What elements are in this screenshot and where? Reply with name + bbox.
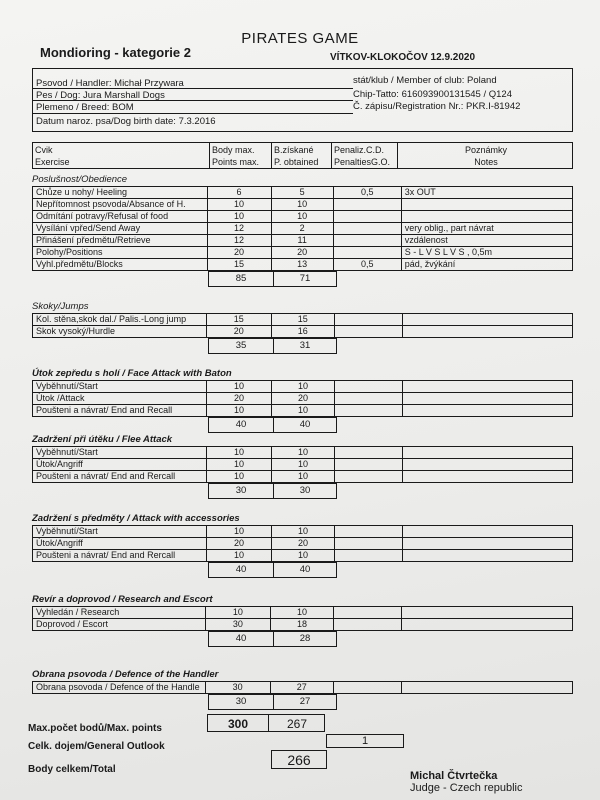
penalty-cell: [335, 381, 403, 393]
event-place-date: VÍTKOV-KLOKOČOV 12.9.2020: [330, 52, 476, 63]
header-exercise: Cvik Exercise: [35, 145, 70, 167]
header-max: Body max. Points max.: [209, 143, 271, 168]
section-total: [208, 417, 337, 433]
section-title: Poslušnost/Obedience: [32, 174, 128, 185]
birth-date-field: Datum naroz. psa/Dog birth date: 7.3.2016: [36, 116, 216, 127]
exercise-cell: Poušteni a návrat/ End and Rercall: [33, 550, 207, 562]
obtained-cell: 10: [271, 199, 333, 211]
max-cell: 10: [205, 607, 270, 619]
header-obtained: B.získané P. obtained: [271, 143, 331, 168]
max-cell: 15: [206, 314, 271, 326]
general-outlook-box: [326, 734, 404, 748]
total-max-cell: 30: [209, 695, 274, 710]
table-row: [33, 459, 573, 471]
total-max-cell: 35: [209, 339, 274, 354]
section-title: Revír a doprovod / Research and Escort: [32, 594, 213, 605]
exercise-cell: Vysílání vpřed/Send Away: [33, 223, 208, 235]
total-obtained-cell: 28: [274, 632, 337, 647]
table-row: [33, 619, 573, 631]
obtained-cell: 10: [271, 211, 333, 223]
max-cell: 20: [206, 326, 271, 338]
exercise-cell: Chůze u nohy/ Heeling: [33, 187, 208, 199]
total-max-cell: 40: [209, 563, 274, 578]
obtained-cell: 15: [271, 314, 334, 326]
note-cell: pád, žvýkání: [401, 259, 572, 271]
total-obtained-cell: 71: [274, 272, 337, 287]
exercise-cell: Útok/Angriff: [33, 459, 207, 471]
table-row: [33, 607, 573, 619]
exercise-cell: Odmítání potravy/Refusal of food: [33, 211, 208, 223]
table-row: [33, 682, 573, 694]
table-row: [33, 199, 573, 211]
section-title: Zadržení s předměty / Attack with accessories: [32, 513, 240, 524]
table-row: [33, 405, 573, 417]
max-cell: 12: [207, 223, 271, 235]
max-cell: 10: [207, 526, 272, 538]
obtained-cell: 10: [271, 447, 334, 459]
penalty-cell: 0,5: [333, 187, 401, 199]
total-max-cell: 40: [209, 418, 274, 433]
table-row: [33, 550, 573, 562]
section-table: [32, 380, 573, 417]
obtained-cell: 10: [271, 381, 334, 393]
registration-field: Č. zápisu/Registration Nr.: PKR.I-81942: [353, 101, 521, 112]
penalty-cell: [335, 471, 403, 483]
table-row: [33, 187, 573, 199]
max-cell: 12: [207, 235, 271, 247]
obtained-cell: 20: [271, 393, 334, 405]
total-label: Body celkem/Total: [28, 764, 116, 775]
section-total: [208, 631, 337, 647]
max-points-label: Max.počet bodů/Max. points: [28, 723, 162, 734]
note-cell: 3x OUT: [401, 187, 572, 199]
section-total: [208, 338, 337, 354]
total-obtained-cell: 30: [274, 484, 337, 499]
exercise-cell: Poušteni a návrat/ End and Rercall: [33, 471, 207, 483]
general-outlook-label: Celk. dojem/General Outlook: [28, 741, 165, 752]
max-cell: 10: [207, 550, 272, 562]
section-table: [32, 186, 573, 271]
exercise-cell: Doprovod / Escort: [33, 619, 206, 631]
table-row: [33, 211, 573, 223]
info-divider: [33, 113, 353, 114]
table-row: [33, 381, 573, 393]
obtained-cell: 10: [271, 471, 334, 483]
exercise-cell: Vyhledán / Research: [33, 607, 206, 619]
section-total: [208, 694, 337, 710]
obtained-cell: 10: [270, 607, 333, 619]
total-max-cell: 40: [209, 632, 274, 647]
obtained-cell: 13: [271, 259, 333, 271]
total-max-cell: 85: [209, 272, 274, 287]
note-cell: S - L V S L V S , 0,5m: [401, 247, 572, 259]
note-cell: [402, 607, 573, 619]
penalty-cell: [335, 459, 403, 471]
penalty-cell: [335, 538, 403, 550]
total-obtained-cell: 40: [274, 563, 337, 578]
note-cell: [402, 459, 572, 471]
judge-role: Judge - Czech republic: [410, 782, 523, 794]
penalty-cell: [335, 526, 403, 538]
penalty-cell: [333, 211, 401, 223]
max-cell: 6: [207, 187, 271, 199]
exercise-cell: Vyběhnutí/Start: [33, 381, 207, 393]
max-cell: 10: [207, 459, 272, 471]
document-title: PIRATES GAME: [241, 30, 359, 47]
exercise-cell: Obrana psovoda / Defence of the Handle: [33, 682, 206, 694]
max-points-value: 300: [227, 717, 249, 731]
penalty-cell: [333, 235, 401, 247]
total-max-cell: 30: [209, 484, 274, 499]
penalty-cell: [333, 682, 401, 694]
penalty-cell: [335, 393, 403, 405]
max-cell: 10: [207, 471, 272, 483]
obtained-cell: 27: [270, 682, 333, 694]
total-obtained-cell: 40: [274, 418, 337, 433]
section-table: [32, 446, 573, 483]
note-cell: [402, 550, 572, 562]
exercise-cell: Útok/Angriff: [33, 538, 207, 550]
exercise-cell: Nepřítomnost psovoda/Absance of H.: [33, 199, 208, 211]
table-row: [33, 447, 573, 459]
obtained-cell: 10: [271, 405, 334, 417]
note-cell: [402, 471, 572, 483]
dog-field: Pes / Dog: Jura Marshall Dogs: [36, 90, 165, 101]
obtained-cell: 18: [270, 619, 333, 631]
note-cell: [402, 447, 572, 459]
note-cell: [402, 526, 572, 538]
obtained-cell: 10: [271, 526, 334, 538]
exercise-cell: Vyběhnutí/Start: [33, 447, 207, 459]
table-row: [33, 247, 573, 259]
penalty-cell: [334, 607, 402, 619]
table-row: [33, 538, 573, 550]
obtained-cell: 11: [271, 235, 333, 247]
penalty-cell: [334, 314, 402, 326]
exercise-cell: Kol. stěna,skok dal./ Palis.-Long jump: [33, 314, 207, 326]
handler-field: Psovod / Handler: Michał Przywara: [36, 78, 184, 89]
max-cell: 10: [207, 405, 272, 417]
max-cell: 10: [207, 447, 272, 459]
total-value: 266: [287, 752, 311, 768]
exercise-cell: Poušteni a návrat/ End and Recall: [33, 405, 207, 417]
max-cell: 10: [207, 199, 271, 211]
table-row: [33, 259, 573, 271]
exercise-cell: Polohy/Positions: [33, 247, 208, 259]
note-cell: [401, 199, 572, 211]
info-divider: [33, 88, 353, 89]
exercise-cell: Vyběhnutí/Start: [33, 526, 207, 538]
total-obtained-cell: 31: [274, 339, 337, 354]
table-row: [33, 471, 573, 483]
header-penalties: Penaliz.C.D. PenaltiesG.O.: [331, 143, 397, 168]
penalty-cell: [335, 447, 403, 459]
max-points-box: [207, 714, 325, 732]
table-row: [33, 326, 573, 338]
section-total: [208, 271, 337, 287]
section-total: [208, 562, 337, 578]
obtained-cell: 10: [271, 459, 334, 471]
penalty-cell: 0,5: [333, 259, 401, 271]
section-table: [32, 681, 573, 694]
table-row: [33, 393, 573, 405]
max-cell: 15: [207, 259, 271, 271]
section-table: [32, 525, 573, 562]
section-title: Útok zepředu s holí / Face Attack with Baton: [32, 368, 232, 379]
section-title: Zadržení při útěku / Flee Attack: [32, 434, 173, 445]
section-table: [32, 606, 573, 631]
penalty-cell: [335, 550, 403, 562]
max-cell: 20: [207, 538, 272, 550]
header-notes: Poznámky Notes: [397, 143, 574, 168]
obtained-cell: 20: [271, 247, 333, 259]
club-field: stát/klub / Member of club: Poland: [353, 75, 497, 86]
note-cell: [402, 326, 572, 338]
category-label: Mondioring - kategorie 2: [40, 45, 191, 60]
judge-name: Michal Čtvrtečka: [410, 770, 498, 782]
penalty-cell: [333, 223, 401, 235]
exercise-cell: Útok /Attack: [33, 393, 207, 405]
section-table: [32, 313, 573, 338]
max-cell: 10: [207, 211, 271, 223]
breed-field: Plemeno / Breed: BOM: [36, 102, 134, 113]
table-row: [33, 526, 573, 538]
note-cell: vzdálenost: [401, 235, 572, 247]
section-title: Skoky/Jumps: [32, 301, 89, 312]
penalty-cell: [335, 405, 403, 417]
note-cell: [402, 314, 572, 326]
column-header: [32, 142, 573, 169]
max-cell: 20: [207, 393, 272, 405]
obtained-cell: 20: [271, 538, 334, 550]
obtained-cell: 10: [271, 550, 334, 562]
obtained-cell: 5: [271, 187, 333, 199]
note-cell: [402, 393, 572, 405]
exercise-cell: Skok vysoký/Hurdle: [33, 326, 207, 338]
note-cell: [402, 405, 572, 417]
obtained-points-value: 267: [286, 717, 308, 731]
max-cell: 30: [205, 682, 270, 694]
penalty-cell: [333, 247, 401, 259]
table-row: [33, 223, 573, 235]
max-cell: 30: [205, 619, 270, 631]
section-title: Obrana psovoda / Defence of the Handler: [32, 669, 219, 680]
note-cell: [401, 211, 572, 223]
info-box: [32, 68, 573, 132]
judge-signature: [410, 770, 523, 794]
section-total: [208, 483, 337, 499]
note-cell: [402, 619, 573, 631]
table-row: [33, 314, 573, 326]
max-cell: 10: [207, 381, 272, 393]
penalty-cell: [334, 619, 402, 631]
chip-field: Chip-Tatto: 616093900131545 / Q124: [353, 89, 512, 100]
table-row: [33, 235, 573, 247]
total-box: [271, 750, 327, 769]
obtained-cell: 16: [271, 326, 334, 338]
note-cell: [402, 381, 572, 393]
note-cell: [402, 682, 573, 694]
obtained-cell: 2: [271, 223, 333, 235]
note-cell: very oblig., part návrat: [401, 223, 572, 235]
general-outlook-value: 1: [361, 735, 369, 747]
info-divider: [33, 100, 353, 101]
max-cell: 20: [207, 247, 271, 259]
total-obtained-cell: 27: [274, 695, 337, 710]
note-cell: [402, 538, 572, 550]
exercise-cell: Vyhl.předmětu/Blocks: [33, 259, 208, 271]
penalty-cell: [334, 326, 402, 338]
exercise-cell: Přinášení předmětu/Retrieve: [33, 235, 208, 247]
penalty-cell: [333, 199, 401, 211]
